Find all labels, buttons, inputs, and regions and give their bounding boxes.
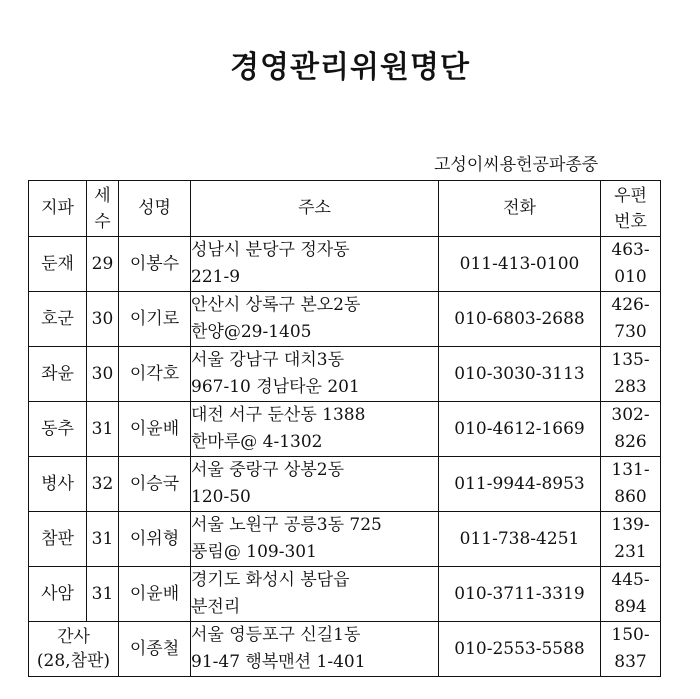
- address-line1: 서울 노원구 공릉3동 725: [191, 515, 382, 535]
- cell-name: 이윤배: [119, 402, 191, 457]
- cell-generation: 29: [87, 237, 119, 292]
- zip-line2: 894: [614, 597, 647, 617]
- table-row: [29, 512, 661, 567]
- cell-generation: 30: [87, 347, 119, 402]
- table-row: [29, 237, 661, 292]
- header-generation-line2: 수: [94, 211, 111, 232]
- cell-name: 이봉수: [119, 237, 191, 292]
- cell-region: 좌윤: [29, 347, 87, 402]
- address-line1: 경기도 화성시 봉담읍: [191, 570, 350, 590]
- cell-name: 이종철: [119, 622, 191, 677]
- address-line2: 91-47 행복맨션 1-401: [191, 652, 366, 672]
- address-line1: 성남시 분당구 정자동: [191, 240, 350, 260]
- cell-address: [191, 237, 439, 292]
- cell-phone: 011-9944-8953: [439, 457, 601, 512]
- cell-generation: 31: [87, 512, 119, 567]
- cell-phone: 010-3030-3113: [439, 347, 601, 402]
- header-generation-line1: 세: [94, 185, 111, 206]
- cell-region: 참판: [29, 512, 87, 567]
- cell-zip: [601, 347, 661, 402]
- cell-zip: [601, 512, 661, 567]
- cell-address: [191, 457, 439, 512]
- zip-line1: 302-: [611, 405, 650, 425]
- zip-line1: 135-: [611, 350, 650, 370]
- address-line2: 풍림@ 109-301: [191, 542, 317, 562]
- cell-zip: [601, 622, 661, 677]
- cell-name: 이각호: [119, 347, 191, 402]
- cell-address: [191, 347, 439, 402]
- address-line1: 안산시 상록구 본오2동: [191, 295, 361, 315]
- cell-phone: 010-3711-3319: [439, 567, 601, 622]
- header-zip-line1: 우편: [614, 185, 647, 206]
- cell-role: [29, 622, 119, 677]
- address-line1: 대전 서구 둔산동 1388: [191, 405, 366, 425]
- address-line2: 221-9: [191, 267, 241, 287]
- table-row: [29, 402, 661, 457]
- zip-line1: 150-: [611, 625, 650, 645]
- committee-table: [28, 180, 661, 677]
- zip-line1: 445-: [611, 570, 650, 590]
- cell-address: [191, 622, 439, 677]
- zip-line1: 139-: [611, 515, 650, 535]
- address-line2: 한마루@ 4-1302: [191, 432, 323, 452]
- zip-line2: 231: [614, 542, 647, 562]
- header-generation: [87, 181, 119, 237]
- address-line2: 분전리: [191, 597, 241, 617]
- header-zip-line2: 번호: [614, 211, 647, 232]
- cell-region: 사암: [29, 567, 87, 622]
- zip-line1: 463-: [611, 240, 650, 260]
- cell-phone: 011-738-4251: [439, 512, 601, 567]
- zip-line2: 860: [614, 487, 647, 507]
- zip-line2: 010: [614, 267, 647, 287]
- cell-region: 둔재: [29, 237, 87, 292]
- document-title: 경영관리위원명단: [230, 50, 470, 85]
- cell-phone: 010-6803-2688: [439, 292, 601, 347]
- cell-address: [191, 567, 439, 622]
- cell-phone: 011-413-0100: [439, 237, 601, 292]
- cell-name: 이윤배: [119, 567, 191, 622]
- cell-region: 호군: [29, 292, 87, 347]
- cell-generation: 30: [87, 292, 119, 347]
- role-line1: 간사: [57, 627, 90, 647]
- zip-line2: 730: [614, 322, 647, 342]
- cell-region: 병사: [29, 457, 87, 512]
- header-name: 성명: [119, 181, 191, 237]
- cell-zip: [601, 402, 661, 457]
- table-row: [29, 347, 661, 402]
- address-line2: 120-50: [191, 487, 251, 507]
- table-row: [29, 457, 661, 512]
- table-row: [29, 292, 661, 347]
- table-row-secretary: [29, 622, 661, 677]
- cell-phone: 010-4612-1669: [439, 402, 601, 457]
- cell-name: 이위형: [119, 512, 191, 567]
- cell-generation: 31: [87, 402, 119, 457]
- cell-zip: [601, 457, 661, 512]
- zip-line2: 283: [614, 377, 647, 397]
- cell-phone: 010-2553-5588: [439, 622, 601, 677]
- cell-generation: 31: [87, 567, 119, 622]
- address-line1: 서울 영등포구 신길1동: [191, 625, 361, 645]
- cell-address: [191, 292, 439, 347]
- table-row: [29, 567, 661, 622]
- cell-zip: [601, 237, 661, 292]
- cell-address: [191, 512, 439, 567]
- cell-zip: [601, 567, 661, 622]
- header-zip: [601, 181, 661, 237]
- zip-line2: 826: [614, 432, 647, 452]
- cell-address: [191, 402, 439, 457]
- zip-line1: 131-: [611, 460, 650, 480]
- address-line1: 서울 강남구 대치3동: [191, 350, 344, 370]
- cell-name: 이승국: [119, 457, 191, 512]
- address-line2: 967-10 경남타운 201: [191, 377, 360, 397]
- address-line1: 서울 중랑구 상봉2동: [191, 460, 344, 480]
- organization-name: 고성이씨용헌공파종중: [434, 155, 599, 175]
- zip-line2: 837: [614, 652, 647, 672]
- cell-zip: [601, 292, 661, 347]
- role-line2: (28,참판): [36, 651, 111, 671]
- zip-line1: 426-: [611, 295, 650, 315]
- header-region: 지파: [29, 181, 87, 237]
- address-line2: 한양@29-1405: [191, 322, 312, 342]
- cell-generation: 32: [87, 457, 119, 512]
- cell-name: 이기로: [119, 292, 191, 347]
- header-address: 주소: [191, 181, 439, 237]
- cell-region: 동추: [29, 402, 87, 457]
- table-header-row: [29, 181, 661, 237]
- header-phone: 전화: [439, 181, 601, 237]
